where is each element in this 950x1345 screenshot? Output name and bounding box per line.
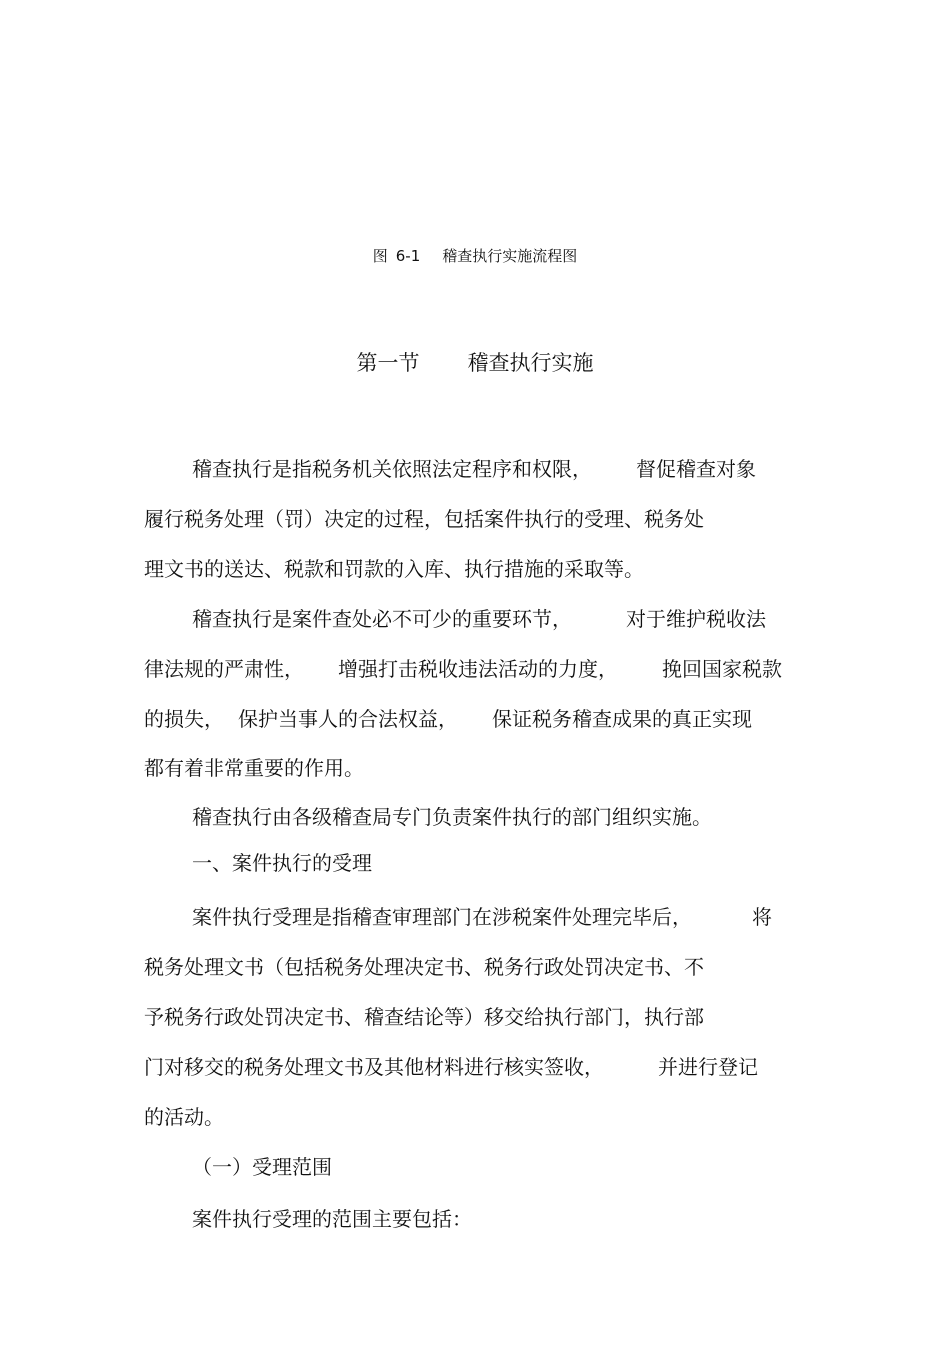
paragraph-line (192, 903, 772, 931)
paragraph-line (192, 455, 756, 483)
figure-caption-prefix: 图 (372, 247, 388, 265)
text-segment: 保护当事人的合法权益， (238, 707, 458, 731)
paragraph-line: 予税务行政处罚决定书、稽查结论等）移交给执行部门，执行部 (144, 1005, 704, 1029)
text-segment: 督促稽查对象 (636, 457, 756, 481)
text-segment: 稽查执行是案件查处必不可少的重要环节， (192, 607, 572, 631)
paragraph-line: 履行税务处理（罚）决定的过程，包括案件执行的受理、税务处 (144, 507, 704, 531)
paragraph-line (144, 1053, 758, 1081)
section-label: 第一节 (356, 351, 420, 375)
paragraph-line: 稽查执行由各级稽查局专门负责案件执行的部门组织实施。 (192, 805, 712, 829)
figure-caption (0, 244, 950, 268)
text-segment: 门对移交的税务处理文书及其他材料进行核实签收， (144, 1055, 604, 1079)
text-segment: 案件执行受理是指稽查审理部门在涉税案件处理完毕后， (192, 905, 692, 929)
paragraph-line (144, 705, 752, 733)
figure-caption-title: 稽查执行实施流程图 (442, 247, 578, 265)
text-segment: 律法规的严肃性， (144, 657, 304, 681)
section-heading (0, 348, 950, 378)
paragraph-line: 的活动。 (144, 1105, 224, 1129)
text-segment: 将 (752, 905, 772, 929)
paragraph-line: 案件执行受理的范围主要包括： (192, 1207, 472, 1231)
text-segment: 稽查执行是指税务机关依照法定程序和权限， (192, 457, 592, 481)
text-segment: 挽回国家税款 (662, 657, 782, 681)
paragraph-line (144, 655, 782, 683)
paragraph-line (192, 605, 766, 633)
text-segment: 对于维护税收法 (626, 607, 766, 631)
subheading: （一）受理范围 (192, 1155, 332, 1179)
paragraph-line: 理文书的送达、税款和罚款的入库、执行措施的采取等。 (144, 557, 644, 581)
section-title: 稽查执行实施 (467, 351, 594, 375)
paragraph-line: 税务处理文书（包括税务处理决定书、税务行政处罚决定书、不 (144, 955, 704, 979)
text-segment: 并进行登记 (658, 1055, 758, 1079)
text-segment: 的损失， (144, 707, 224, 731)
paragraph-line: 都有着非常重要的作用。 (144, 756, 364, 780)
figure-caption-number: 6-1 (395, 247, 421, 265)
subheading: 一、案件执行的受理 (192, 851, 372, 875)
text-segment: 保证税务稽查成果的真正实现 (492, 707, 752, 731)
text-segment: 增强打击税收违法活动的力度， (338, 657, 618, 681)
